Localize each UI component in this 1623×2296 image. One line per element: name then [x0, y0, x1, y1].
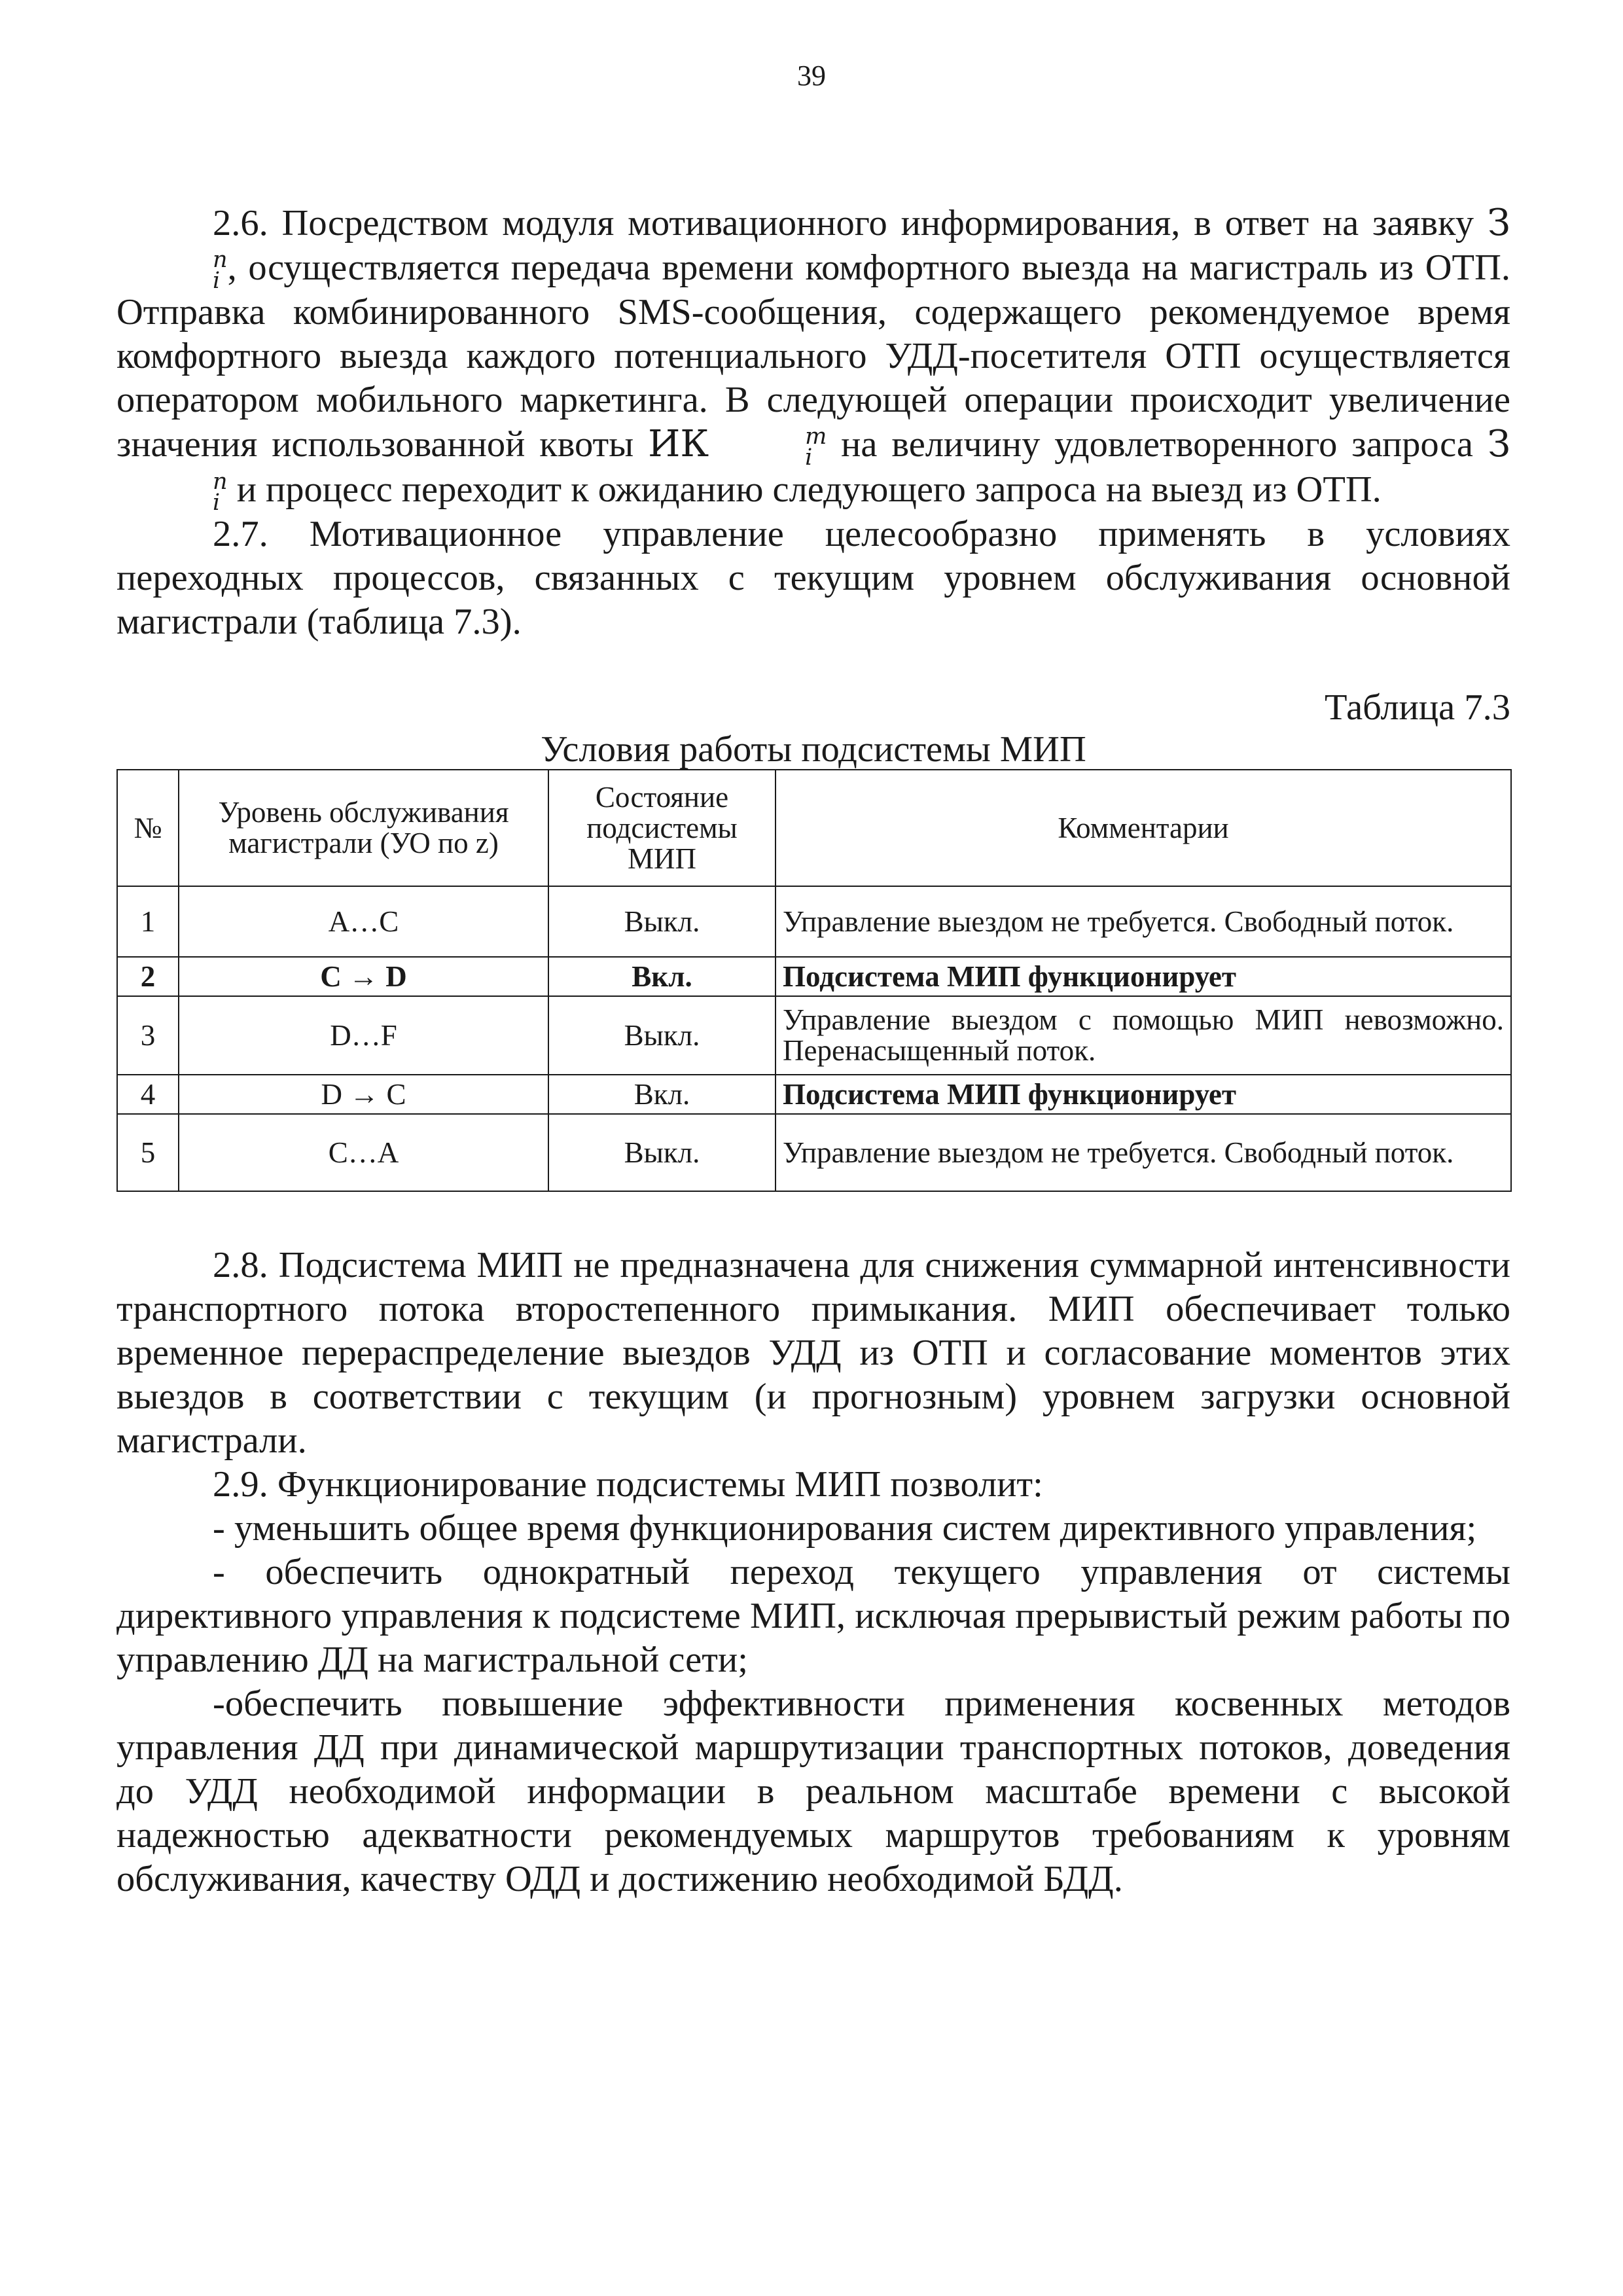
table-row	[117, 996, 1511, 1075]
table-title: Условия работы подсистемы МИП	[541, 729, 1086, 770]
cell-level: С → D	[179, 957, 548, 996]
text-fragment: и процесс переходит к ожиданию следующего запроса на выезд из ОТП.	[227, 469, 1382, 511]
cell-num: 3	[117, 996, 179, 1075]
cell-level: С…А	[179, 1114, 548, 1191]
cell-state: Выкл.	[548, 1114, 776, 1191]
cell-level: А…С	[179, 886, 548, 957]
page-number: 39	[797, 60, 826, 92]
table-row	[117, 957, 1511, 996]
cell-comment: Управление выездом не требуется. Свободный поток.	[776, 1114, 1511, 1191]
cell-state: Вкл.	[548, 957, 776, 996]
cell-level: D → С	[179, 1075, 548, 1114]
text-fragment: 2.6. Посредством модуля мотивационного информирования, в ответ на заявку	[213, 203, 1488, 243]
bullet-item: -обеспечить повышение эффективности применения косвенных методов управления ДД при динамической маршрутизации транспортных потоков, доведения до УДД необходимой информации в реальном масштабе времени с высокой надежностью адекватности рекомендуемых маршрутов требованиям к уровням обслуживания, качеству ОДД и достижению необходимой БДД.	[116, 1683, 1510, 1899]
body-text-bottom	[116, 1244, 1510, 1901]
table-block	[116, 686, 1510, 1192]
text-fragment: , осуществляется передача времени комфортного выезда на магистраль из ОТП. Отправка комбинированного SMS-сообщения, содержащего рекомендуемое время комфортного выезда каждого потенциального УДД-посетителя ОТП осуществляется оператором мобильного маркетинга. В следующей операции происходит увеличение значения использованной квоты	[116, 247, 1510, 465]
cell-num: 5	[117, 1114, 179, 1191]
text-fragment: на величину удовлетворенного запроса	[827, 424, 1488, 465]
table-row	[117, 1114, 1511, 1191]
cell-comment: Подсистема МИП функционирует	[776, 957, 1511, 996]
paragraph-2-8: 2.8. Подсистема МИП не предназначена для снижения суммарной интенсивности транспортного потока второстепенного примыкания. МИП обеспечивает только временное перераспределение выездов УДД из ОТП и согласование моментов этих выездов в соответствии с текущим (и прогнозным) уровнем загрузки основной магистрали.	[116, 1245, 1510, 1461]
table-row	[117, 1075, 1511, 1114]
cell-comment: Управление выездом с помощью МИП невозможно. Перенасыщенный поток.	[776, 996, 1511, 1075]
table-label: Таблица 7.3	[1324, 687, 1510, 728]
header-num: №	[117, 770, 179, 886]
header-comment: Комментарии	[776, 770, 1511, 886]
cell-comment: Управление выездом не требуется. Свободный поток.	[776, 886, 1511, 957]
table-row	[117, 886, 1511, 957]
cell-state: Вкл.	[548, 1075, 776, 1114]
bullet-item: - обеспечить однократный переход текущего управления от системы директивного управления к подсистеме МИП, исключая прерывистый режим работы по управлению ДД на магистральной сети;	[116, 1552, 1510, 1680]
formula-z-n-i-2: З n i	[213, 423, 1511, 516]
body-text-top	[116, 201, 1510, 644]
conditions-table	[116, 769, 1512, 1192]
cell-num: 1	[117, 886, 179, 957]
table-header-row	[117, 770, 1511, 886]
paragraph-2-9: 2.9. Функционирование подсистемы МИП позволит:	[213, 1464, 1043, 1505]
paragraph-2-6	[116, 201, 1511, 516]
cell-num: 2	[117, 957, 179, 996]
bullet-item: - уменьшить общее время функционирования систем директивного управления;	[213, 1508, 1477, 1549]
formula-z-n-i: З n i	[213, 202, 1510, 294]
cell-state: Выкл.	[548, 886, 776, 957]
header-state: Состояние подсистемы МИП	[548, 770, 776, 886]
formula-ik-m-i: ИК m i	[648, 423, 827, 471]
cell-state: Выкл.	[548, 996, 776, 1075]
cell-level: D…F	[179, 996, 548, 1075]
paragraph-2-7: 2.7. Мотивационное управление целесообразно применять в условиях переходных процессов, связанных с текущим уровнем обслуживания основной магистрали (таблица 7.3).	[116, 514, 1510, 643]
header-level: Уровень обслуживания магистрали (УО по z)	[179, 770, 548, 886]
cell-num: 4	[117, 1075, 179, 1114]
cell-comment: Подсистема МИП функционирует	[776, 1075, 1511, 1114]
